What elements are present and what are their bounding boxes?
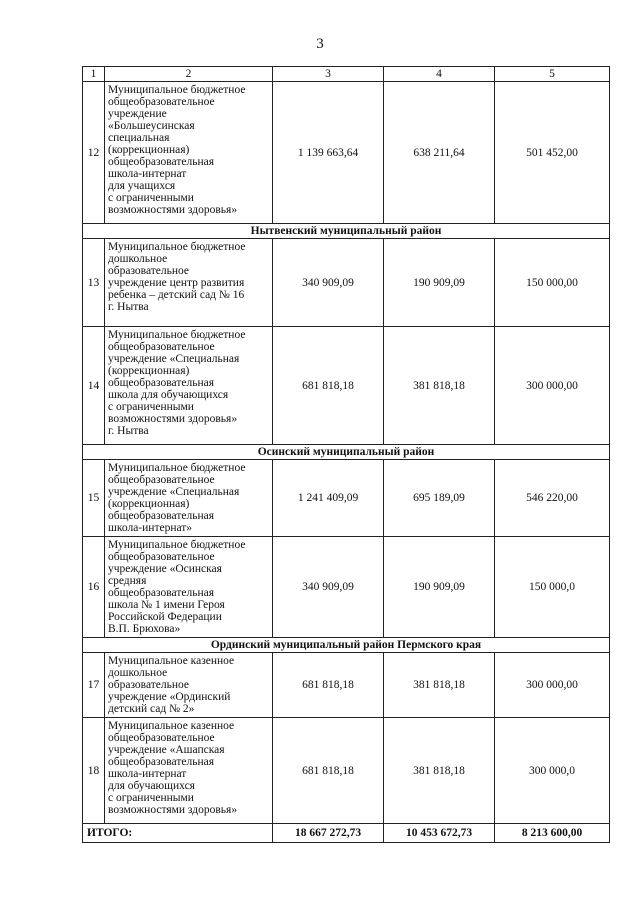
institution-cell [105,653,273,718]
value-col4: 190 909,09 [384,239,495,327]
value-col5: 150 000,00 [495,239,610,327]
value-col3: 340 909,09 [273,239,384,327]
institution-name: Муниципальное казенное дошкольное образовательное учреждение «Ординский детский сад № 2» [108,655,235,715]
institution-cell [105,460,273,537]
total-col4: 10 453 672,73 [384,824,495,843]
table-row [83,718,610,824]
total-row [83,824,610,843]
value-col3: 340 909,09 [273,537,384,638]
district-label: Нытвенский муниципальный район [83,224,610,239]
institution-name: Муниципальное бюджетное дошкольное образовательное учреждение центр развития ребенка – детский сад № 16 г. Нытва [108,241,246,313]
district-row [83,224,610,239]
institution-name: Муниципальное казенное общеобразовательное учреждение «Ашапская общеобразовательная школа-интернат для обучающихся с ограниченными возможностями здоровья» [108,720,238,816]
value-col5: 300 000,00 [495,653,610,718]
value-col4: 638 211,64 [384,82,495,224]
row-number: 13 [83,239,105,327]
value-col4: 381 818,18 [384,718,495,824]
page-number: 3 [316,36,324,52]
header-cell: 5 [495,67,610,82]
header-cell: 2 [105,67,273,82]
value-col5: 300 000,0 [495,718,610,824]
value-col3: 1 241 409,09 [273,460,384,537]
row-number: 14 [83,327,105,445]
value-col5: 501 452,00 [495,82,610,224]
value-col4: 381 818,18 [384,653,495,718]
institution-name: Муниципальное бюджетное общеобразовательное учреждение «Осинская средняя общеобразовательная школа № 1 имени Героя Российской Федерации В.П. Брюхова» [108,539,246,635]
institution-name: Муниципальное бюджетное общеобразовательное учреждение «Большеусинская специальная (коррекционная) общеобразовательная школа-интернат для учащихся с ограниченными возможностями здоровья» [108,84,246,216]
value-col3: 681 818,18 [273,718,384,824]
value-col3: 681 818,18 [273,327,384,445]
table-row [83,537,610,638]
institution-cell [105,327,273,445]
total-col3: 18 667 272,73 [273,824,384,843]
institution-cell [105,239,273,327]
row-number: 15 [83,460,105,537]
header-cell: 3 [273,67,384,82]
table-row [83,460,610,537]
row-number: 12 [83,82,105,224]
value-col4: 190 909,09 [384,537,495,638]
funding-table [82,66,610,843]
institution-cell [105,537,273,638]
total-col5: 8 213 600,00 [495,824,610,843]
table-row [83,327,610,445]
value-col3: 681 818,18 [273,653,384,718]
value-col4: 381 818,18 [384,327,495,445]
value-col5: 546 220,00 [495,460,610,537]
district-label: Осинский муниципальный район [83,445,610,460]
header-cell: 4 [384,67,495,82]
institution-cell [105,82,273,224]
institution-name: Муниципальное бюджетное общеобразовательное учреждение «Специальная (коррекционная) общеобразовательная школа для обучающихся с ограниченными возможностями здоровья» г. Нытва [108,329,246,437]
table-row [83,653,610,718]
value-col4: 695 189,09 [384,460,495,537]
value-col5: 150 000,0 [495,537,610,638]
district-row [83,638,610,653]
table-row [83,239,610,327]
row-number: 18 [83,718,105,824]
value-col5: 300 000,00 [495,327,610,445]
table-row [83,82,610,224]
row-number: 16 [83,537,105,638]
total-label: ИТОГО: [83,824,273,843]
institution-cell [105,718,273,824]
institution-name: Муниципальное бюджетное общеобразовательное учреждение «Специальная (коррекционная) общеобразовательная школа-интернат» [108,462,246,534]
district-label: Ординский муниципальный район Пермского края [83,638,610,653]
district-row [83,445,610,460]
row-number: 17 [83,653,105,718]
header-row [83,67,610,82]
value-col3: 1 139 663,64 [273,82,384,224]
header-cell: 1 [83,67,105,82]
